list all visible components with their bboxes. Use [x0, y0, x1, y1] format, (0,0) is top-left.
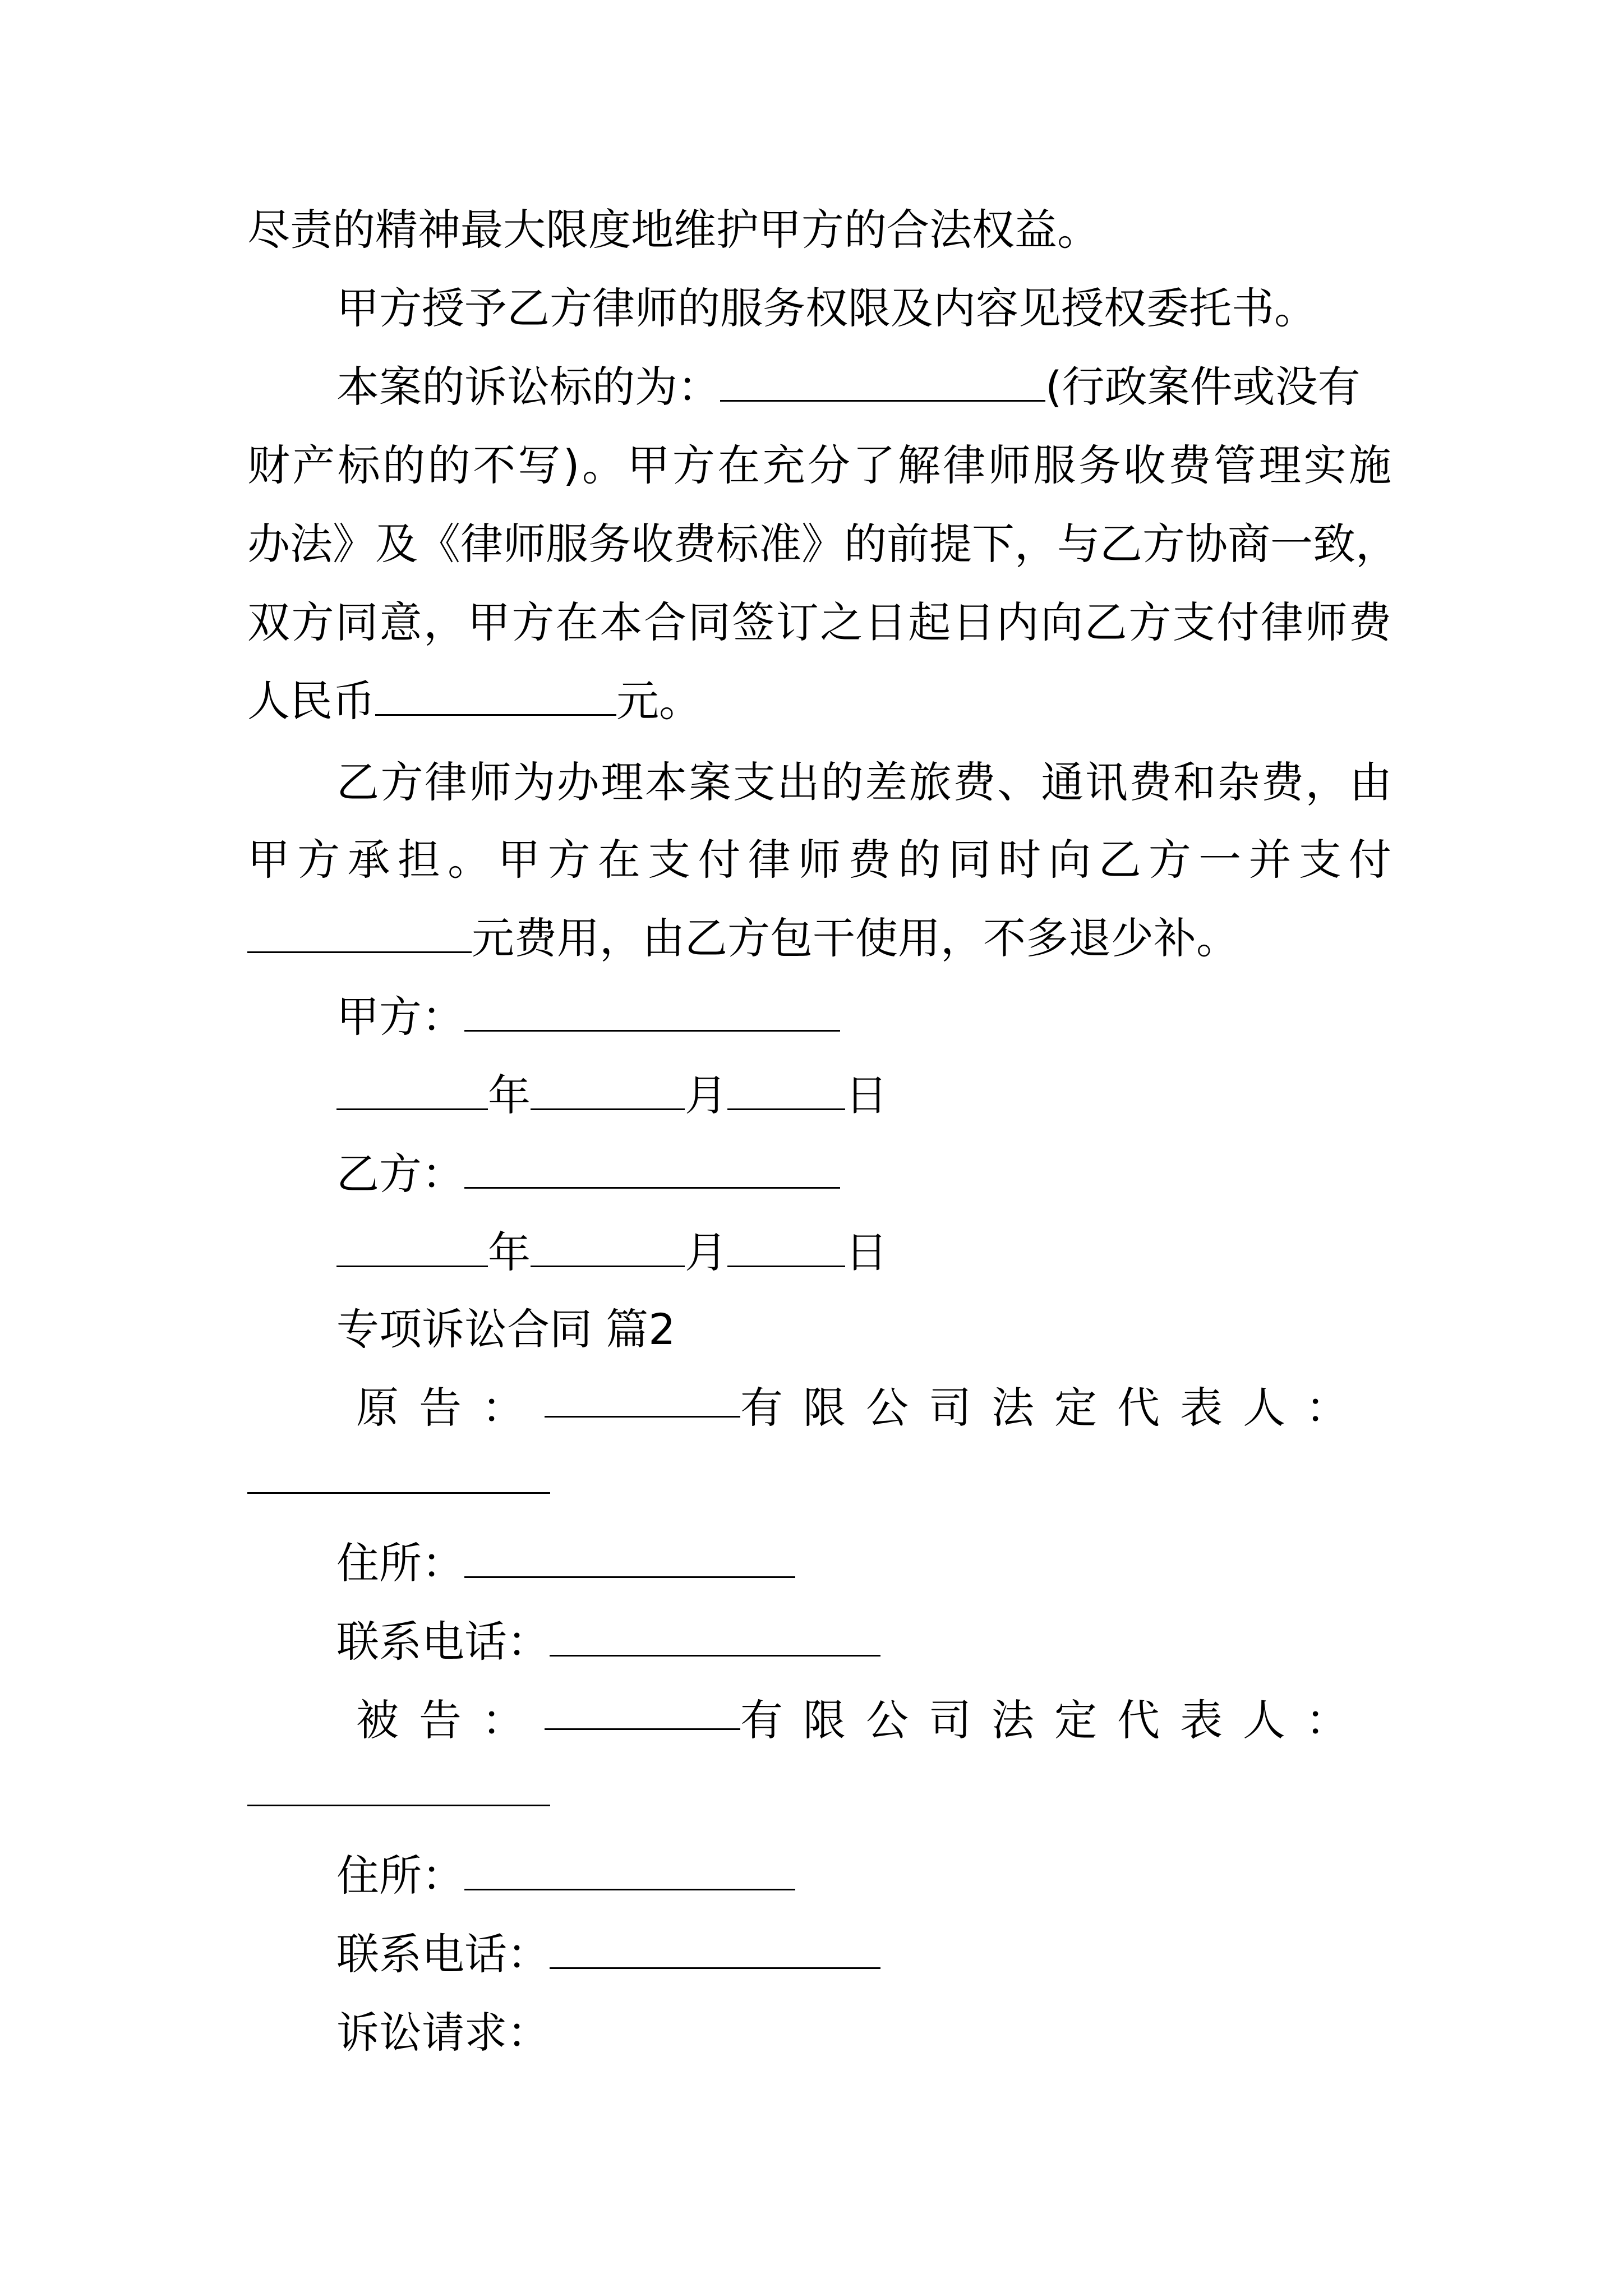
paragraph-line: 双方同意，甲方在本合同签订之日起日内向乙方支付律师费 — [247, 597, 1391, 647]
defendant-phone-line: 联系电话： — [336, 1926, 880, 1982]
subject-matter-blank[interactable] — [720, 364, 1045, 402]
claims-heading: 诉讼请求： — [336, 2008, 550, 2058]
paragraph-line: 本案的诉讼标的为： (行政案件或没有 — [336, 362, 1361, 412]
phone-blank[interactable] — [550, 1931, 880, 1969]
plaintiff-line: 原告： 有限公司法定代表人： — [356, 1380, 1368, 1436]
address-blank[interactable] — [464, 1540, 795, 1578]
plaintiff-address-line: 住所： — [336, 1535, 795, 1591]
paragraph-line: 乙方律师为办理本案支出的差旅费、通讯费和杂费，由 — [336, 757, 1392, 807]
address-blank[interactable] — [464, 1853, 795, 1890]
date-line: 年 月 日 — [336, 1068, 888, 1124]
paragraph-line: 尽责的精神最大限度地维护甲方的合法权益。 — [247, 205, 1100, 255]
plaintiff-company-blank[interactable] — [545, 1380, 740, 1418]
plaintiff-representative-blank[interactable] — [247, 1492, 550, 1494]
paragraph-line: 甲方承担。甲方在支付律师费的同时向乙方一并支付 — [247, 835, 1391, 885]
party-b-line: 乙方： — [336, 1146, 840, 1202]
year-blank[interactable] — [336, 1230, 488, 1267]
day-blank[interactable] — [727, 1230, 845, 1267]
expense-fee-blank[interactable] — [247, 915, 472, 953]
party-a-line: 甲方： — [336, 989, 840, 1045]
phone-blank[interactable] — [550, 1619, 880, 1657]
date-line: 年 月 日 — [336, 1225, 888, 1281]
plaintiff-phone-line: 联系电话： — [336, 1614, 880, 1670]
defendant-line: 被告： 有限公司法定代表人： — [356, 1692, 1368, 1749]
paragraph-line: 办法》及《律师服务收费标准》的前提下，与乙方协商一致， — [247, 519, 1398, 569]
paragraph-line: 甲方授予乙方律师的服务权限及内容见授权委托书。 — [336, 283, 1317, 333]
paragraph-line: 人民币 元。 — [247, 676, 702, 726]
party-a-signature-blank[interactable] — [464, 994, 840, 1032]
year-blank[interactable] — [336, 1073, 488, 1110]
paragraph-line: 财产标的的不写)。甲方在充分了解律师服务收费管理实施 — [247, 440, 1391, 490]
defendant-company-blank[interactable] — [545, 1692, 740, 1730]
month-blank[interactable] — [531, 1073, 685, 1110]
paragraph-line: 元费用，由乙方包干使用，不多退少补。 — [247, 910, 1239, 967]
defendant-address-line: 住所： — [336, 1848, 795, 1904]
lawyer-fee-blank[interactable] — [375, 678, 616, 716]
section-title: 专项诉讼合同 篇2 — [336, 1304, 676, 1354]
day-blank[interactable] — [727, 1073, 845, 1110]
month-blank[interactable] — [531, 1230, 685, 1267]
party-b-signature-blank[interactable] — [464, 1151, 840, 1189]
defendant-representative-blank[interactable] — [247, 1805, 550, 1806]
